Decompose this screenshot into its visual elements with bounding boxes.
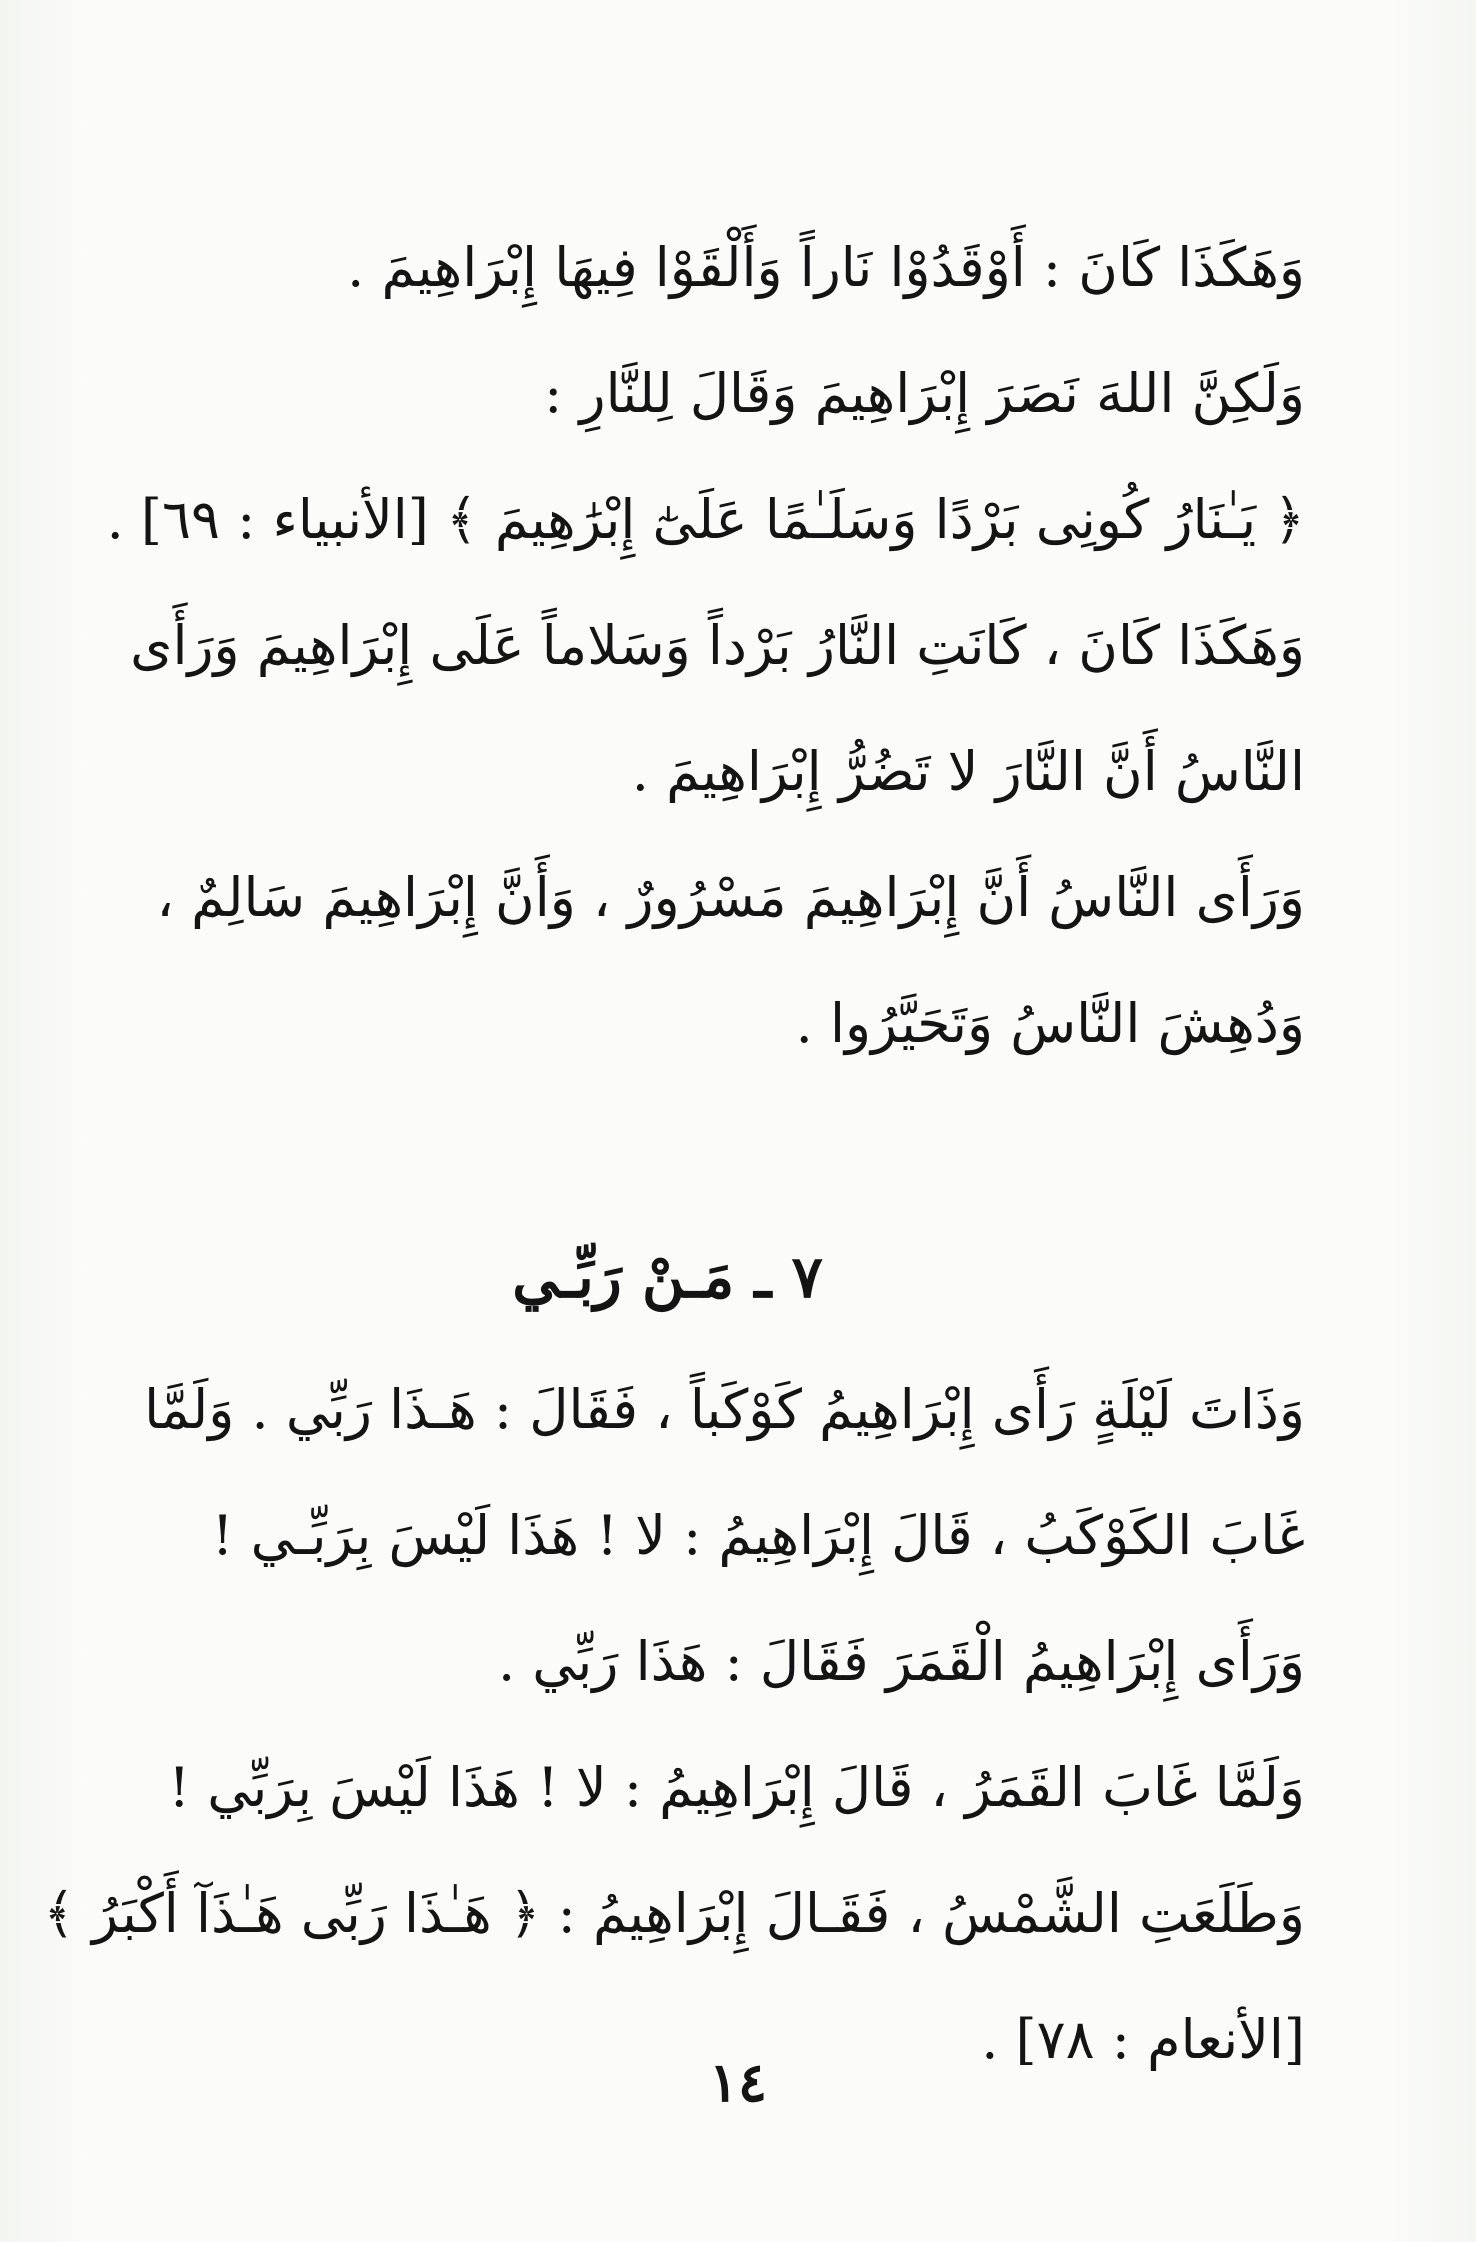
text-line-7: وَدُهِشَ النَّاسُ وَتَحَيَّرُوا . — [795, 992, 1305, 1055]
text-line-11: وَلَمَّا غَابَ القَمَرُ ، قَالَ إِبْرَاهِيمُ : لا ! هَذَا لَيْسَ بِرَبِّي ! — [168, 1756, 1305, 1819]
text-line-5: النَّاسُ أَنَّ النَّارَ لا تَضُرُّ إِبْرَاهِيمَ . — [631, 740, 1305, 803]
quran-verse-anbiya: ﴿ يَـٰنَارُ كُونِى بَرْدًا وَسَلَـٰمًا عَلَىٰٓ إِبْرَٰهِيمَ ﴾ [الأنبياء : ٦٩] . — [106, 488, 1305, 551]
section-gap — [190, 1087, 1305, 1207]
text-line-6: وَرَأَى النَّاسُ أَنَّ إِبْرَاهِيمَ مَسْرُورٌ ، وَأَنَّ إِبْرَاهِيمَ سَالِمٌ ، — [156, 866, 1305, 929]
page-body — [43, 205, 1305, 2103]
text-line-8: وَذَاتَ لَيْلَةٍ رَأَى إِبْرَاهِيمُ كَوْكَباً ، فَقَالَ : هَـذَا رَبِّي . وَلَمَّا — [144, 1378, 1305, 1441]
text-line-12: وَطَلَعَتِ الشَّمْسُ ، فَقَـالَ إِبْرَاهِيمُ : ﴿ هَـٰذَا رَبِّى هَـٰذَآ أَكْبَرُ ﴾ — [43, 1882, 1305, 1945]
text-line-10: وَرَأَى إِبْرَاهِيمُ الْقَمَرَ فَقَالَ : هَذَا رَبِّي . — [497, 1630, 1305, 1693]
text-line-2: وَلَكِنَّ اللهَ نَصَرَ إِبْرَاهِيمَ وَقَالَ لِلنَّارِ : — [544, 362, 1305, 425]
text-line-1: وَهَكَذَا كَانَ : أَوْقَدُوْا نَاراً وَأَلْقَوْا فِيهَا إِبْرَاهِيمَ . — [347, 236, 1305, 299]
text-line-9: غَابَ الكَوْكَبُ ، قَالَ إِبْرَاهِيمُ : لا ! هَذَا لَيْسَ بِرَبِّـي ! — [211, 1504, 1305, 1567]
section-heading: ٧ ـ مَـنْ رَبِّـي — [512, 1243, 823, 1311]
page-number: ١٤ — [708, 2050, 767, 2114]
verse-reference-anam: [الأنعام : ٧٨] . — [981, 2008, 1305, 2071]
text-line-4: وَهَكَذَا كَانَ ، كَانَتِ النَّارُ بَرْداً وَسَلاماً عَلَى إِبْرَاهِيمَ وَرَأَى — [130, 614, 1305, 677]
